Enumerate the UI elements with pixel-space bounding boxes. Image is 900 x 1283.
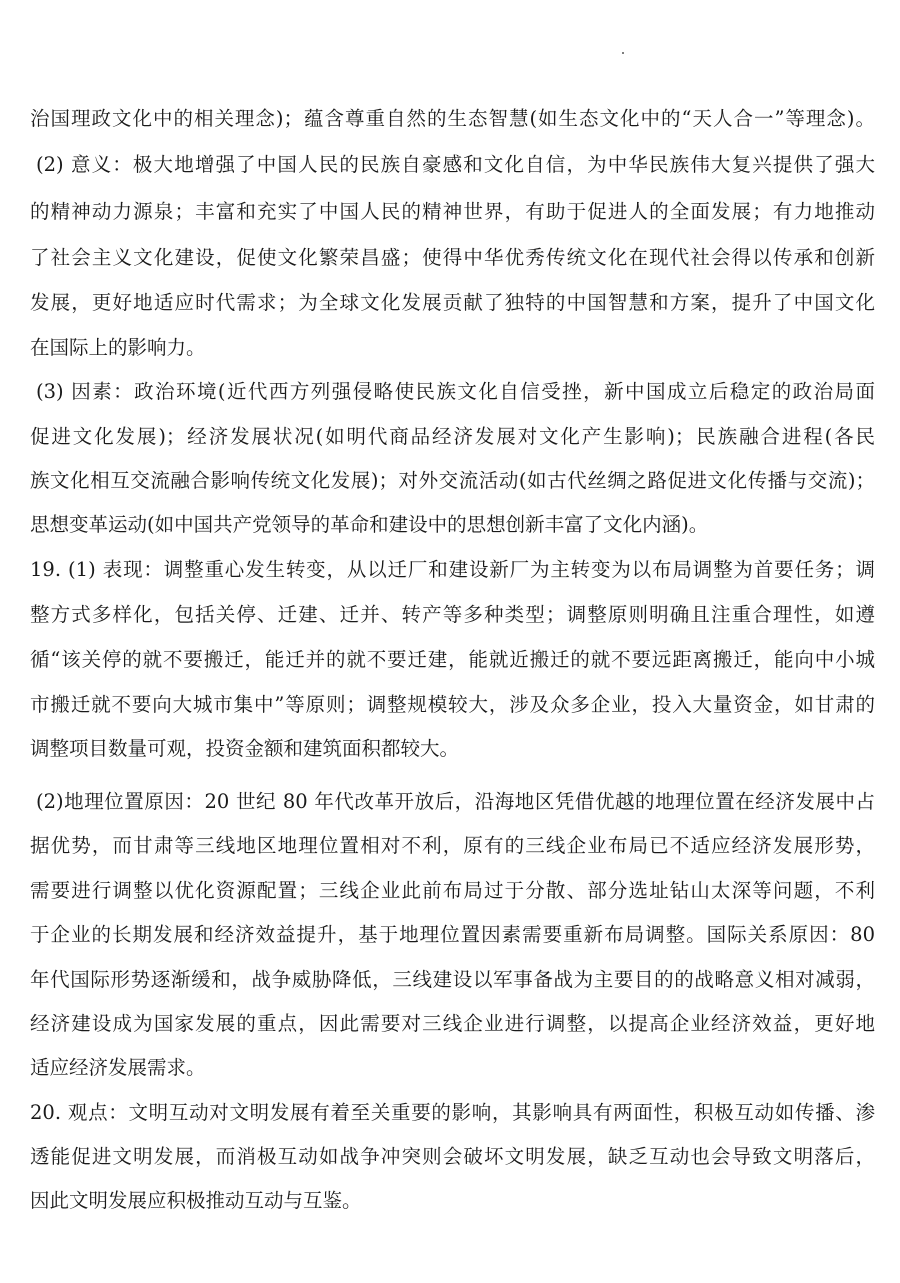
text-line: 适应经济发展需求。	[30, 1056, 206, 1079]
text-line: 需要进行调整以优化资源配置；三线企业此前布局过于分散、部分选址钻山太深等问题，不利	[30, 879, 875, 902]
text-line: 透能促进文明发展，而消极互动如战争冲突则会破坏文明发展，缺乏互动也会导致文明落后，	[30, 1145, 875, 1168]
text-line: 在国际上的影响力。	[30, 336, 206, 359]
text-line: 整方式多样化，包括关停、迁建、迁并、转产等多种类型；调整原则明确且注重合理性，如遵	[30, 603, 875, 626]
text-line: 于企业的长期发展和经济效益提升，基于地理位置因素需要重新布局调整。国际关系原因：80	[30, 923, 875, 946]
text-line: (2) 意义：极大地增强了中国人民的民族自豪感和文化自信，为中华民族伟大复兴提供了强大	[36, 153, 875, 176]
text-line: 促进文化发展)；经济发展状况(如明代商品经济发展对文化产生影响)；民族融合进程(各民	[30, 425, 875, 448]
text-line: 族文化相互交流融合影响传统文化发展)；对外交流活动(如古代丝绸之路促进文化传播与交流)；	[30, 469, 875, 492]
text-line: 的精神动力源泉；丰富和充实了中国人民的精神世界，有助于促进人的全面发展；有力地推动	[30, 200, 875, 223]
text-line: 循“该关停的就不要搬迁，能迁并的就不要迁建，能就近搬迁的就不要远距离搬迁，能向中小城	[30, 648, 875, 671]
text-line: (3) 因素：政治环境(近代西方列强侵略使民族文化自信受挫，新中国成立后稳定的政治局面	[36, 380, 875, 403]
text-line: 思想变革运动(如中国共产党领导的革命和建设中的思想创新丰富了文化内涵)。	[30, 513, 709, 536]
text-line: 发展，更好地适应时代需求；为全球文化发展贡献了独特的中国智慧和方案，提升了中国文化	[30, 291, 875, 314]
text-line: 了社会主义文化建设，促使文化繁荣昌盛；使得中华优秀传统文化在现代社会得以传承和创新	[30, 246, 875, 269]
text-line: 市搬迁就不要向大城市集中”等原则；调整规模较大，涉及众多企业，投入大量资金，如甘肃的	[30, 693, 875, 716]
text-line: 经济建设成为国家发展的重点，因此需要对三线企业进行调整，以提高企业经济效益，更好地	[30, 1012, 875, 1035]
text-line: 据优势，而甘肃等三线地区地理位置相对不利，原有的三线企业布局已不适应经济发展形势，	[30, 834, 875, 857]
text-line: (2)地理位置原因：20 世纪 80 年代改革开放后，沿海地区凭借优越的地理位置在经济发展中占	[36, 790, 875, 813]
text-line: 20. 观点：文明互动对文明发展有着至关重要的影响，其影响具有两面性，积极互动如传播、渗	[30, 1101, 875, 1124]
text-line: 年代国际形势逐渐缓和，战争威胁降低，三线建设以军事备战为主要目的的战略意义相对减弱，	[30, 968, 875, 991]
text-line: 因此文明发展应积极推动互动与互鉴。	[30, 1189, 362, 1212]
text-line: 治国理政文化中的相关理念)；蕴含尊重自然的生态智慧(如生态文化中的“天人合一”等理念)。	[30, 107, 875, 130]
text-line: 19. (1) 表现：调整重心发生转变，从以迁厂和建设新厂为主转变为以布局调整为首要任务；调	[30, 558, 875, 581]
text-line: 调整项目数量可观，投资金额和建筑面积都较大。	[30, 737, 460, 760]
scan-speck	[622, 52, 624, 54]
